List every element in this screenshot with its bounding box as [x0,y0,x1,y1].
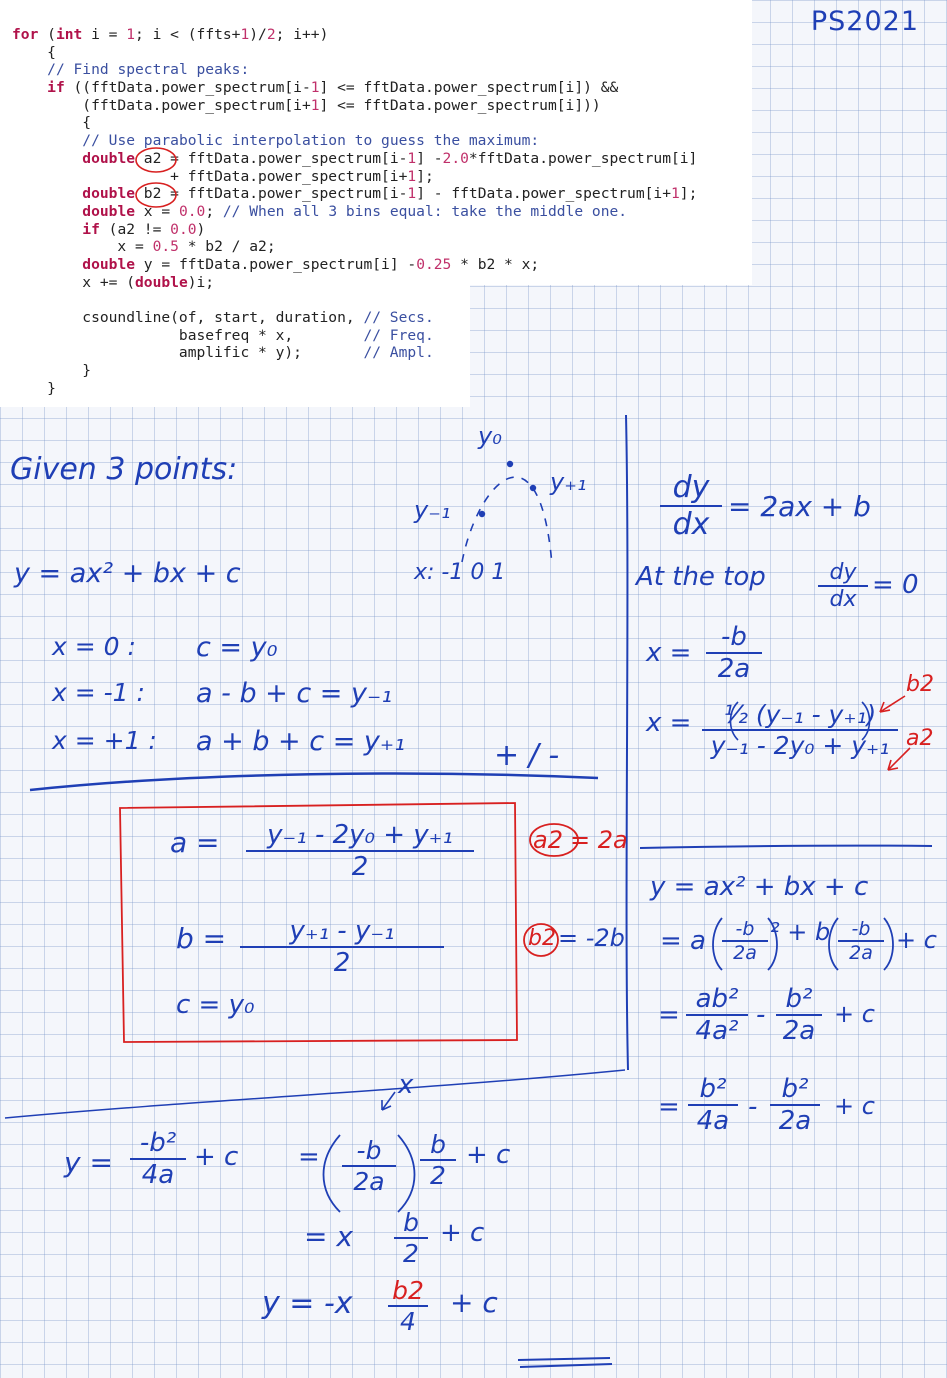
lower-separator [5,1070,625,1118]
eq-xm1-lhs: x = -1 : [52,678,145,707]
b-line2-tail: + c [440,1218,485,1248]
b-line3-lhs: y = -x [262,1286,353,1321]
b-line2-den: 2 [394,1237,428,1268]
b-line3-tail: + c [450,1286,498,1319]
at-top-fraction [818,560,868,612]
code-line: if ((fftData.power_spectrum[i-1] <= fftData.power_spectrum[i]) && [47,79,619,97]
r-line4-num2: b² [781,1074,809,1104]
code-line: { [12,114,92,132]
r-line4-den1: 4a [688,1104,738,1136]
code-line: } [12,379,56,397]
at-top-num: dy [829,560,857,585]
point-y0 [507,461,513,467]
code-line: { [12,43,56,61]
box-a-denominator: 2 [246,850,474,882]
xpeak-den: 2a [706,652,762,684]
b-line3-den: 4 [388,1305,428,1336]
code-line: (fftData.power_spectrum[i+1] <= fftData.power_spectrum[i])) [12,96,601,114]
box-a-numerator: y₋₁ - 2y₀ + y₊₁ [267,820,453,850]
code-line: // Find spectral peaks: [47,61,250,79]
code-line: } [12,362,92,380]
b-line1-frac2 [420,1130,456,1190]
code-line: // Use parabolic interpolation to guess the maximum: [82,132,540,150]
final-underline-2 [520,1364,612,1367]
y-final-num: -b² [139,1128,177,1158]
y-final-den: 4a [130,1158,186,1190]
signature: PS2021 [810,6,919,37]
b-line1-num1: -b [356,1136,382,1165]
r-line4-den2: 2a [770,1104,820,1136]
code-line: double b2 = fftData.power_spectrum[i-1] - fftData.power_spectrum[i+1]; [82,185,698,203]
a2-arrow-label: a2 [906,726,934,751]
r-line4-frac1 [688,1074,738,1136]
box-b-numerator: y₊₁ - y₋₁ [289,916,395,946]
circle-a2-code [136,148,176,172]
y-final-fraction [130,1128,186,1190]
parabola-equation: y = ax² + bx + c [14,558,241,589]
eq-xp1-rhs: a + b + c = y₊₁ [196,726,405,757]
final-underline-1 [518,1358,610,1360]
r-line3-den2: 2a [776,1014,822,1046]
b-line1-num2: b [430,1130,446,1159]
r-line1: y = ax² + bx + c [650,872,869,902]
r-line2-frac2-den: 2a [838,940,884,964]
xpeak-lhs: x = [646,638,692,668]
xfinal-num: ½ (y₋₁ - y₊₁) [723,700,877,729]
b-line1-den2: 2 [420,1159,456,1190]
b2-arrow-label: b2 [906,672,934,697]
b-line2-lhs: = x [304,1220,353,1253]
code-line: x = 0.5 * b2 / a2; [12,238,276,256]
r-line4-tail: + c [834,1092,875,1120]
y-final-tail: + c [194,1142,239,1172]
eq-x0-rhs: c = y₀ [196,632,278,663]
eq-xp1-lhs: x = +1 : [52,726,157,755]
xfinal-fraction [702,700,898,760]
box-b-fraction [240,916,444,978]
r-line2-frac2 [838,918,884,964]
b-line2-num: b [403,1208,419,1237]
b-line1-den1: 2a [342,1165,396,1196]
given-title: Given 3 points: [10,452,238,487]
r-line3-num1: ab² [695,984,739,1014]
code-line: if (a2 != 0.0) [82,220,206,238]
r-line2-lhs: = a [660,926,706,956]
code-line: for (int i = 1; i < (ffts+1)/2; i++) [12,26,329,43]
right-separator [640,846,932,848]
a2-relation: = 2a [570,826,628,854]
r-line2-frac1-num: -b [735,918,755,940]
box-a-lhs: a = [170,826,220,859]
eq-xm1-rhs: a - b + c = y₋₁ [196,678,393,709]
xpeak-num: -b [721,622,747,652]
r-line2-tail: + c [896,926,937,954]
r-line2-frac2-num: -b [851,918,871,940]
r-line2-frac1 [722,918,768,964]
derivative-numerator: dy [672,470,710,505]
box-b-denominator: 2 [240,946,444,978]
at-top-den: dx [818,585,868,612]
derivative-denominator: dx [660,505,722,542]
code-line: + fftData.power_spectrum[i+1]; [12,167,434,185]
box-b-lhs: b = [176,922,227,955]
box-c: c = y₀ [176,990,255,1020]
b-line2-frac [394,1208,428,1268]
sketch-x-axis: x: -1 0 1 [414,560,506,585]
code-line: x += (double)i; [12,273,215,291]
x-arrow-label: x [398,1070,414,1100]
b-line3-num: b2 [392,1276,424,1305]
r-line3-frac1 [686,984,748,1046]
parabola-sketch [462,477,552,565]
vertical-divider [626,415,628,1070]
r-line3-tail: + c [834,1000,875,1028]
r-line4-num1: b² [699,1074,727,1104]
xfinal-lhs: x = [646,708,692,738]
r-line3-frac2 [776,984,822,1046]
sketch-y0: y₀ [478,422,502,450]
code-line: basefreq * x, // Freq. [12,326,434,344]
plus-minus: + / - [494,738,560,773]
at-top-text: At the top [636,562,766,592]
xfinal-den: y₋₁ - 2y₀ + y₊₁ [702,729,898,760]
circle-b2-code [136,183,176,207]
r-line2-mid: ² + b [770,918,831,946]
b-line1-tail: + c [466,1140,511,1170]
sketch-ym1: y₋₁ [414,496,451,524]
xpeak-fraction [706,622,762,684]
b-line3-frac [388,1276,428,1336]
r-line4-frac2 [770,1074,820,1136]
derivative-rhs: = 2ax + b [728,490,871,523]
at-top-rhs: = 0 [872,570,919,600]
a2-label: a2 [533,826,563,854]
code-line: double x = 0.0; // When all 3 bins equal: take the middle one. [82,202,628,220]
b-line1-frac1 [342,1136,396,1196]
r-line3-den1: 4a² [686,1014,748,1046]
sketch-yp1: y₊₁ [550,468,587,496]
b2-relation: = -2b [558,924,625,952]
r-line3-num2: b² [785,984,813,1014]
code-line: double a2 = fftData.power_spectrum[i-1] -2.0*fftData.power_spectrum[i] [82,149,698,167]
code-line: amplific * y); // Ampl. [12,344,434,362]
derivative-fraction [660,470,722,542]
code-line: csoundline(of, start, duration, // Secs. [12,309,434,326]
y-final-lhs: y = [64,1146,113,1179]
r-line2-frac1-den: 2a [722,940,768,964]
box-a-fraction [246,820,474,882]
b2-label: b2 [528,926,556,951]
point-yp1 [530,485,536,491]
equations-underline [30,774,598,790]
code-line: double y = fftData.power_spectrum[i] -0.25 * b2 * x; [82,255,540,273]
eq-x0-lhs: x = 0 : [52,632,136,661]
point-ym1 [479,511,485,517]
